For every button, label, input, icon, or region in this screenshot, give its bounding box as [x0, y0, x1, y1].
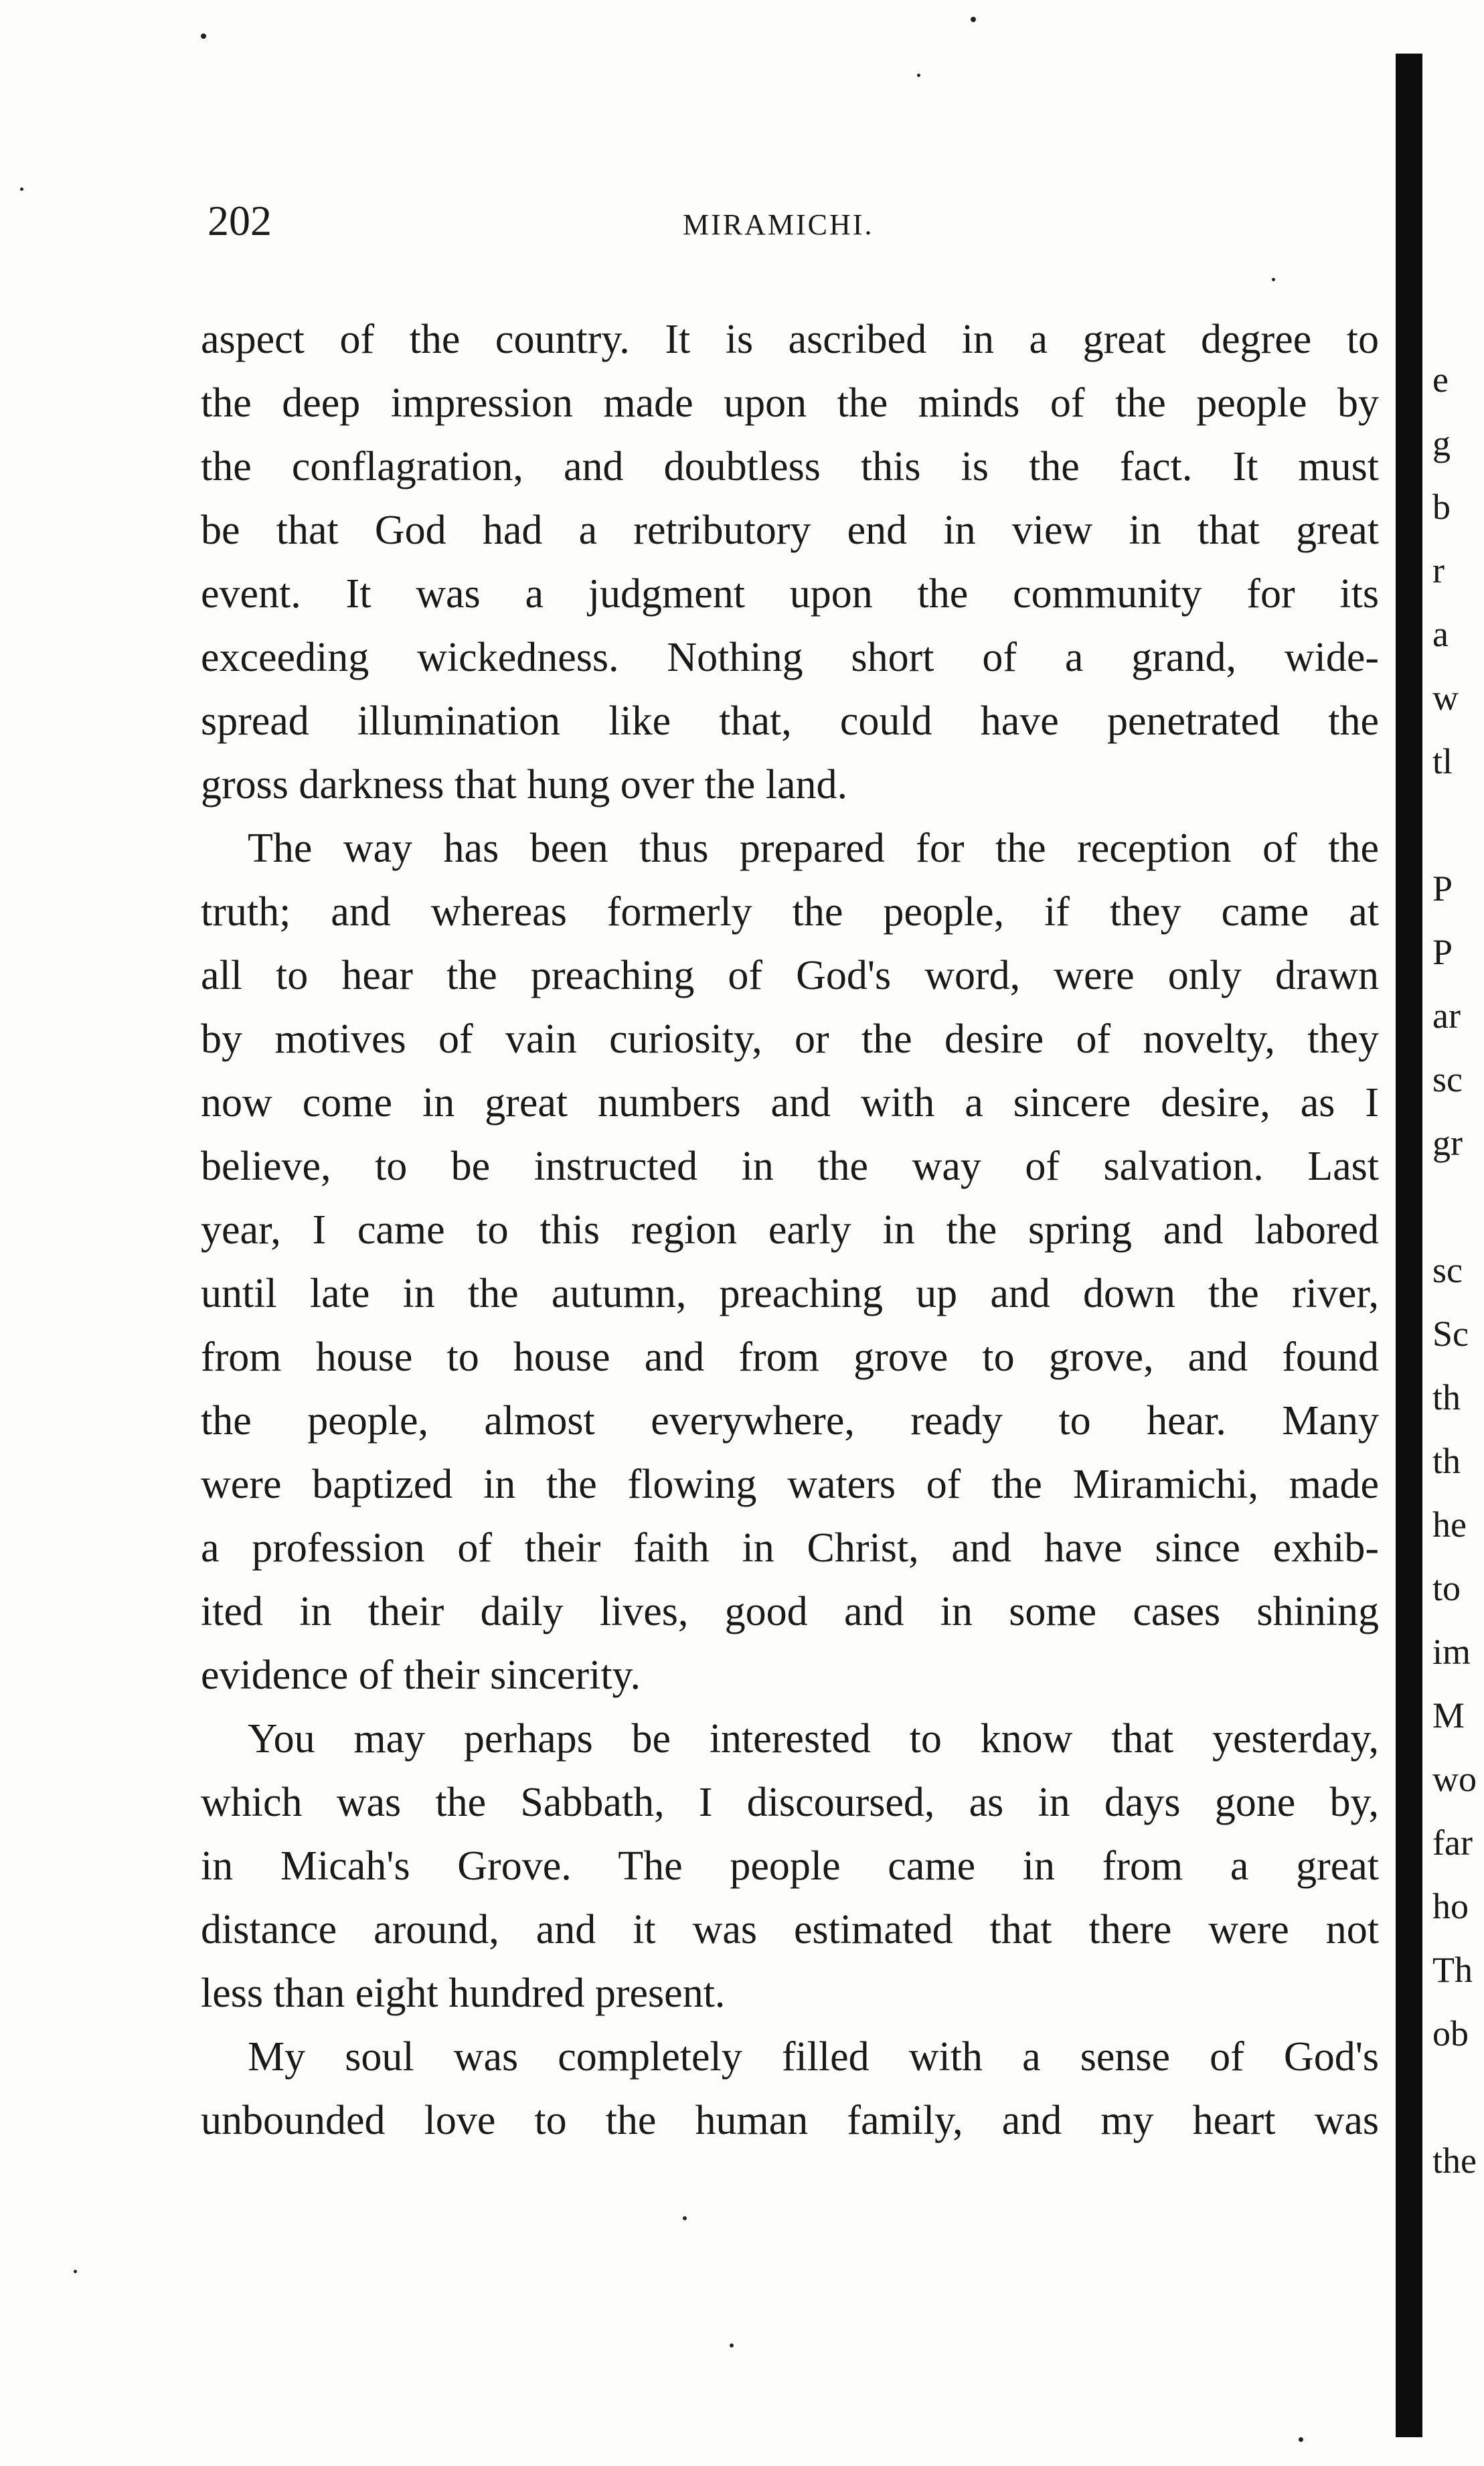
scan-speck: [201, 33, 206, 39]
scan-speck: [1272, 278, 1275, 281]
text-line: less than eight hundred present.: [201, 1971, 726, 2016]
fragment-text: ob: [1432, 2013, 1469, 2054]
fragment-text: w: [1432, 678, 1459, 718]
text-line: truth; and whereas formerly the people, if they came at: [201, 889, 1379, 935]
fragment-text: P: [1432, 932, 1453, 972]
text-line: which was the Sabbath, I discoursed, as in days gone by,: [201, 1780, 1379, 1825]
scan-speck: [917, 74, 920, 77]
running-head: [201, 194, 1392, 248]
fragment-text: g: [1432, 423, 1451, 463]
fragment-text: sc: [1432, 1059, 1463, 1099]
scan-speck: [730, 2343, 734, 2347]
text-line: You may perhaps be interested to know that yesterday,: [248, 1716, 1379, 1762]
text-line: aspect of the country. It is ascribed in a great degree to: [201, 317, 1379, 362]
fragment-text: e: [1432, 360, 1449, 400]
fragment-text: [1432, 1175, 1484, 1239]
fragment-text: [1432, 2066, 1484, 2129]
text-line: evidence of their sincerity.: [201, 1652, 641, 1698]
text-line: in Micah's Grove. The people came in from a great: [201, 1843, 1379, 1889]
scan-speck: [1299, 2437, 1303, 2442]
fragment-text: P: [1432, 868, 1453, 909]
scan-speck: [20, 187, 23, 191]
text-line: The way has been thus prepared for the reception of the: [248, 826, 1379, 871]
text-line: the deep impression made upon the minds of the people by: [201, 380, 1379, 426]
fragment-text: b: [1432, 487, 1451, 527]
text-line: all to hear the preaching of God's word, were only drawn: [201, 953, 1379, 998]
text-line: distance around, and it was estimated that there were not: [201, 1907, 1379, 1952]
fragment-text: Sc: [1432, 1314, 1469, 1354]
fragment-text: r: [1432, 550, 1445, 591]
text-line: be that God had a retributory end in view in that great: [201, 508, 1379, 553]
text-line: ited in their daily lives, good and in some cases shining: [201, 1589, 1379, 1634]
paragraph: [201, 308, 1379, 817]
scan-speck: [971, 17, 976, 22]
page-number: 202: [208, 197, 272, 244]
fragment-text: tl: [1432, 741, 1453, 781]
text-line: from house to house and from grove to grove, and found: [201, 1334, 1379, 1380]
text-line: the conflagration, and doubtless this is the fact. It must: [201, 444, 1379, 489]
paragraph: [201, 1707, 1379, 2025]
book-gutter-shadow: [1396, 54, 1422, 2437]
fragment-text: far: [1432, 1823, 1473, 1863]
text-line: My soul was completely filled with a sense of God's: [248, 2034, 1379, 2080]
text-line: now come in great numbers and with a sincere desire, as I: [201, 1080, 1379, 1126]
text-line: until late in the autumn, preaching up and down the river,: [201, 1271, 1379, 1316]
fragment-text: ho: [1432, 1886, 1469, 1926]
text-line: were baptized in the flowing waters of the Miramichi, made: [201, 1462, 1379, 1507]
fragment-text: M: [1432, 1695, 1465, 1736]
text-line: gross darkness that hung over the land.: [201, 762, 847, 807]
fragment-text: [1432, 793, 1484, 857]
fragment-text: th: [1432, 1377, 1461, 1417]
fragment-text: im: [1432, 1632, 1471, 1672]
fragment-text: sc: [1432, 1250, 1463, 1290]
fragment-text: wo: [1432, 1759, 1477, 1799]
paragraph: [201, 2025, 1379, 2153]
facing-page-fragments: [1432, 348, 1484, 2193]
text-line: exceeding wickedness. Nothing short of a grand, wide-: [201, 635, 1379, 680]
text-line: the people, almost everywhere, ready to hear. Many: [201, 1398, 1379, 1444]
fragment-text: he: [1432, 1505, 1467, 1545]
body-text: [201, 308, 1379, 2153]
text-line: unbounded love to the human family, and my heart was: [201, 2098, 1379, 2143]
fragment-text: the: [1432, 2141, 1477, 2181]
text-line: by motives of vain curiosity, or the desire of novelty, they: [201, 1016, 1379, 1062]
fragment-text: Th: [1432, 1950, 1473, 1990]
running-title: MIRAMICHI.: [683, 208, 874, 241]
fragment-text: ar: [1432, 996, 1461, 1036]
fragment-text: gr: [1432, 1123, 1463, 1163]
scan-speck: [683, 2216, 687, 2220]
text-line: year, I came to this region early in the spring and labored: [201, 1207, 1379, 1253]
text-line: event. It was a judgment upon the community for its: [201, 571, 1379, 617]
scan-speck: [74, 2270, 77, 2273]
fragment-text: to: [1432, 1568, 1461, 1608]
text-line: a profession of their faith in Christ, and have since exhib-: [201, 1525, 1379, 1571]
text-line: spread illumination like that, could have penetrated the: [201, 698, 1379, 744]
fragment-text: th: [1432, 1441, 1461, 1481]
paragraph: [201, 817, 1379, 1707]
fragment-text: a: [1432, 614, 1449, 654]
text-line: believe, to be instructed in the way of salvation. Last: [201, 1144, 1379, 1189]
